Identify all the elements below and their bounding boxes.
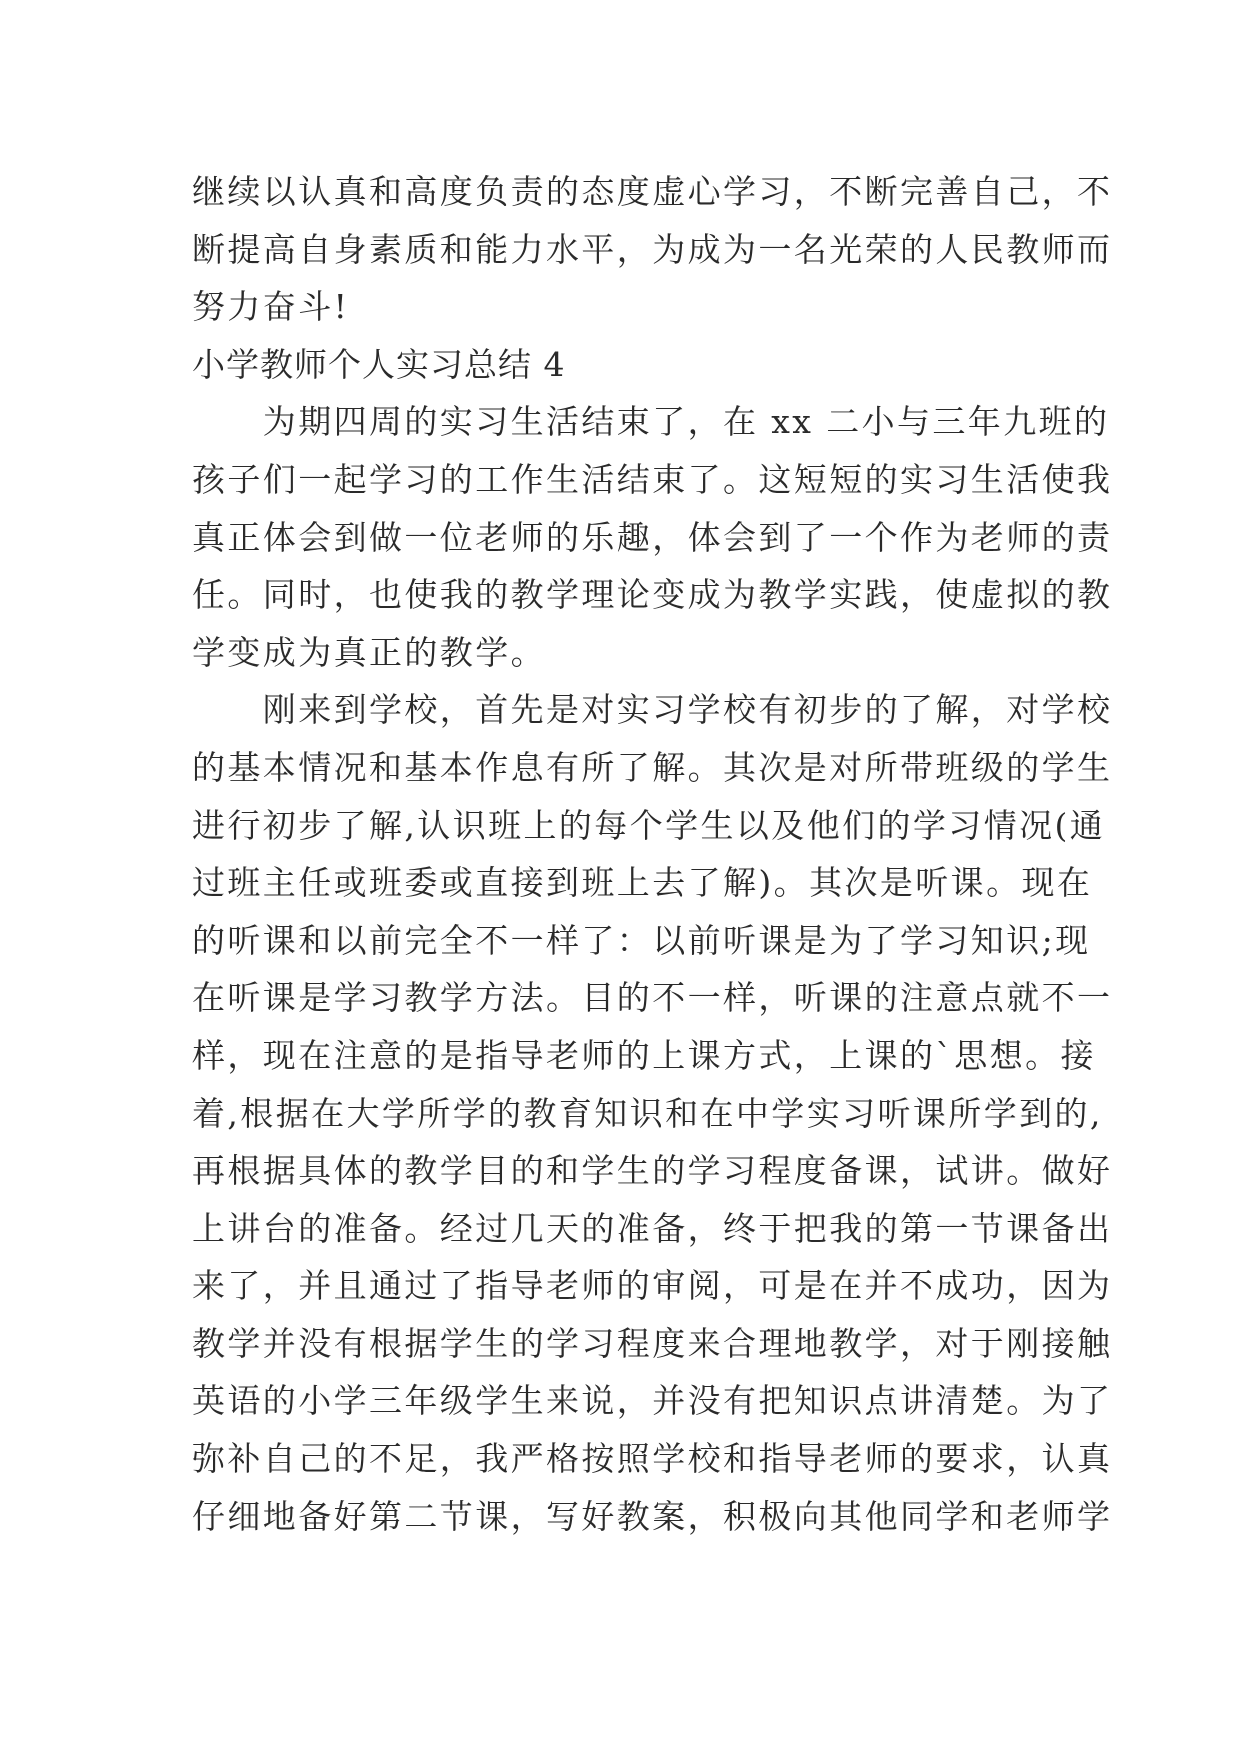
paragraph-line: 为期四周的实习生活结束了，在 xx 二小与三年九班的 [192,402,1110,442]
paragraph-line: 进行初步了解,认识班上的每个学生以及他们的学习情况(通 [192,805,1106,845]
paragraph-line: 的基本情况和基本作息有所了解。其次是对所带班级的学生 [192,747,1113,787]
paragraph-line: 英语的小学三年级学生来说，并没有把知识点讲清楚。为了 [192,1381,1113,1421]
paragraph-line: 来了，并且通过了指导老师的审阅，可是在并不成功，因为 [192,1266,1113,1306]
paragraph-line: 着,根据在大学所学的教育知识和在中学实习听课所学到的, [192,1093,1103,1133]
paragraph-line: 任。同时，也使我的教学理论变成为教学实践，使虚拟的教 [192,575,1113,615]
paragraph-1 [192,393,1113,681]
paragraph-line: 的听课和以前完全不一样了：以前听课是为了学习知识;现 [192,920,1091,960]
paragraph-line: 再根据具体的教学目的和学生的学习程度备课，试讲。做好 [192,1151,1113,1191]
paragraph-line: 过班主任或班委或直接到班上去了解)。其次是听课。现在 [192,863,1093,903]
paragraph-line: 刚来到学校，首先是对实习学校有初步的了解，对学校 [192,690,1113,730]
paragraph-line: 努力奋斗! [192,287,350,327]
paragraph-line: 弥补自己的不足，我严格按照学校和指导老师的要求，认真 [192,1439,1113,1479]
paragraph-line: 教学并没有根据学生的学习程度来合理地教学，对于刚接触 [192,1323,1113,1363]
paragraph-line: 仔细地备好第二节课，写好教案，积极向其他同学和老师学 [192,1496,1113,1536]
paragraph-line: 孩子们一起学习的工作生活结束了。这短短的实习生活使我 [192,459,1113,499]
paragraph-line: 在听课是学习教学方法。目的不一样，听课的注意点就不一 [192,978,1113,1018]
intro-paragraph [192,163,1113,336]
document-body [192,163,1113,1545]
paragraph-line: 上讲台的准备。经过几天的准备，终于把我的第一节课备出 [192,1208,1113,1248]
paragraph-line: 继续以认真和高度负责的态度虚心学习，不断完善自己，不 [192,172,1113,211]
paragraph-line: 真正体会到做一位老师的乐趣，体会到了一个作为老师的责 [192,517,1113,557]
paragraph-2 [192,681,1113,1545]
paragraph-line: 学变成为真正的教学。 [192,632,546,672]
paragraph-line: 样，现在注意的是指导老师的上课方式，上课的`思想。接 [192,1035,1096,1075]
section-title: 小学教师个人实习总结 4 [192,344,566,384]
paragraph-line: 断提高自身素质和能力水平，为成为一名光荣的人民教师而 [192,229,1113,269]
